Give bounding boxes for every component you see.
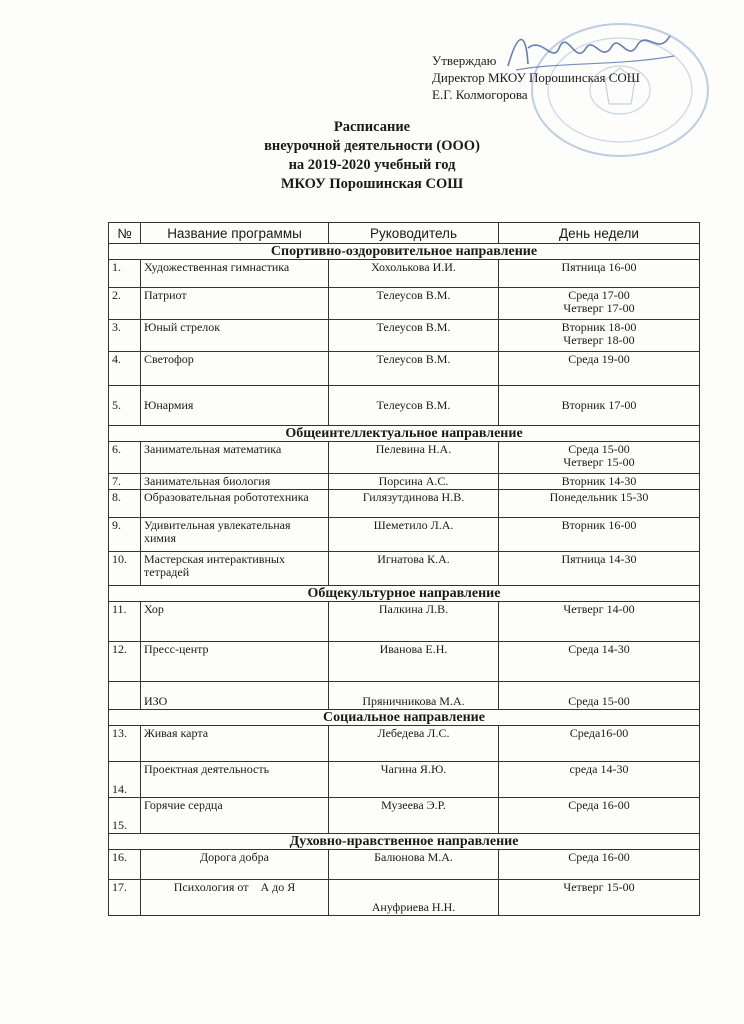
- program-name: Юнармия: [141, 386, 329, 426]
- leader-name: Палкина Л.В.: [329, 602, 499, 642]
- section-title: Духовно-нравственное направление: [109, 834, 700, 850]
- leader-name: Гилязутдинова Н.В.: [329, 490, 499, 518]
- leader-name: Иванова Е.Н.: [329, 642, 499, 682]
- row-number: 15.: [109, 798, 141, 834]
- header-leader: Руководитель: [329, 223, 499, 244]
- row-number: 11.: [109, 602, 141, 642]
- leader-name: Телеусов В.М.: [329, 386, 499, 426]
- day-time: Четверг 15-00: [563, 455, 635, 469]
- program-name: ИЗО: [141, 682, 329, 710]
- day-cell: [499, 352, 700, 386]
- day-time: Четверг 14-00: [563, 602, 635, 616]
- section-title: Общеинтеллектуальное направление: [109, 426, 700, 442]
- section-row: [109, 244, 700, 260]
- row-number: 16.: [109, 850, 141, 880]
- program-name: Занимательная биология: [141, 474, 329, 490]
- approval-block: [432, 52, 640, 103]
- row-number: 4.: [109, 352, 141, 386]
- table-row: [109, 288, 700, 320]
- table-row: [109, 602, 700, 642]
- header-number: №: [109, 223, 141, 244]
- section-row: [109, 710, 700, 726]
- day-cell: [499, 762, 700, 798]
- row-number: 10.: [109, 552, 141, 586]
- program-name: Мастерская интерактивных тетрадей: [141, 552, 329, 586]
- leader-name: Музеева Э.Р.: [329, 798, 499, 834]
- leader-name: Пелевина Н.А.: [329, 442, 499, 474]
- row-number: 2.: [109, 288, 141, 320]
- day-cell: [499, 850, 700, 880]
- day-time: Вторник 14-30: [561, 474, 637, 488]
- program-name: Образовательная робототехника: [141, 490, 329, 518]
- row-number: 17.: [109, 880, 141, 916]
- day-cell: [499, 880, 700, 916]
- day-cell: [499, 320, 700, 352]
- leader-name: Игнатова К.А.: [329, 552, 499, 586]
- day-cell: [499, 386, 700, 426]
- document-title: [0, 118, 744, 194]
- program-name: Проектная деятельность: [141, 762, 329, 798]
- section-row: [109, 834, 700, 850]
- leader-name: Телеусов В.М.: [329, 352, 499, 386]
- title-line-2: внеурочной деятельности (ООО): [264, 138, 480, 154]
- leader-name: Пряничникова М.А.: [329, 682, 499, 710]
- table-row: [109, 474, 700, 490]
- day-time: Четверг 18-00: [563, 333, 635, 347]
- program-name: Патриот: [141, 288, 329, 320]
- title-line-3: на 2019-2020 учебный год: [288, 157, 456, 173]
- table-row: [109, 442, 700, 474]
- day-time: Среда 17-00: [568, 288, 630, 302]
- day-time: Среда 14-30: [568, 642, 630, 656]
- day-cell: [499, 798, 700, 834]
- approval-line-3: Е.Г. Колмогорова: [432, 87, 528, 102]
- header-day: День недели: [499, 223, 700, 244]
- day-cell: [499, 260, 700, 288]
- table-row: [109, 762, 700, 798]
- section-row: [109, 426, 700, 442]
- row-number: 6.: [109, 442, 141, 474]
- program-name: Горячие сердца: [141, 798, 329, 834]
- leader-name: Балюнова М.А.: [329, 850, 499, 880]
- leader-name: Порсина А.С.: [329, 474, 499, 490]
- table-row: [109, 798, 700, 834]
- day-time: Среда 19-00: [568, 352, 630, 366]
- table-row: [109, 552, 700, 586]
- title-line-1: Расписание: [333, 119, 411, 135]
- program-name: Хор: [141, 602, 329, 642]
- day-time: Среда 15-00: [568, 694, 630, 708]
- leader-name: Лебедева Л.С.: [329, 726, 499, 762]
- leader-name: Телеусов В.М.: [329, 320, 499, 352]
- table-row: [109, 642, 700, 682]
- program-name: Дорога добра: [141, 850, 329, 880]
- table-row: [109, 518, 700, 552]
- row-number: 14.: [109, 762, 141, 798]
- day-time: Вторник 17-00: [561, 398, 637, 412]
- leader-name: Телеусов В.М.: [329, 288, 499, 320]
- day-cell: [499, 442, 700, 474]
- leader-name: Ануфриева Н.Н.: [329, 880, 499, 916]
- day-time: Среда 16-00: [568, 850, 630, 864]
- leader-name: Чагина Я.Ю.: [329, 762, 499, 798]
- table-row: [109, 490, 700, 518]
- table-row: [109, 726, 700, 762]
- table-row: [109, 880, 700, 916]
- approval-line-2: Директор МКОУ Порошинская СОШ: [432, 70, 640, 85]
- program-name: Юный стрелок: [141, 320, 329, 352]
- schedule-table: [108, 222, 700, 916]
- row-number: 12.: [109, 642, 141, 682]
- program-name: Занимательная математика: [141, 442, 329, 474]
- day-cell: [499, 642, 700, 682]
- day-cell: [499, 490, 700, 518]
- row-number: 3.: [109, 320, 141, 352]
- day-time: Среда 15-00: [568, 442, 630, 456]
- leader-name: Шеметило Л.А.: [329, 518, 499, 552]
- day-time: Среда16-00: [569, 726, 629, 740]
- day-time: Четверг 17-00: [563, 301, 635, 315]
- program-name: Удивительная увлекательная химия: [141, 518, 329, 552]
- row-number: 9.: [109, 518, 141, 552]
- section-row: [109, 586, 700, 602]
- program-name: Психология от А до Я: [141, 880, 329, 916]
- approval-line-1: Утверждаю: [432, 53, 497, 68]
- row-number: 1.: [109, 260, 141, 288]
- title-line-4: МКОУ Порошинская СОШ: [280, 176, 464, 192]
- day-time: Вторник 16-00: [561, 518, 637, 532]
- row-number: 8.: [109, 490, 141, 518]
- table-row: [109, 850, 700, 880]
- program-name: Живая карта: [141, 726, 329, 762]
- program-name: Светофор: [141, 352, 329, 386]
- day-time: Понедельник 15-30: [549, 490, 649, 504]
- table-row: [109, 320, 700, 352]
- leader-name: Хохолькова И.И.: [329, 260, 499, 288]
- section-title: Общекультурное направление: [109, 586, 700, 602]
- table-row: [109, 682, 700, 710]
- day-cell: [499, 552, 700, 586]
- day-time: Четверг 15-00: [563, 880, 635, 894]
- day-cell: [499, 726, 700, 762]
- table-header-row: [109, 223, 700, 244]
- program-name: Пресс-центр: [141, 642, 329, 682]
- table-row: [109, 386, 700, 426]
- day-time: Среда 16-00: [568, 798, 630, 812]
- day-time: Пятница 16-00: [561, 260, 637, 274]
- day-cell: [499, 474, 700, 490]
- day-cell: [499, 518, 700, 552]
- row-number: 7.: [109, 474, 141, 490]
- row-number: 5.: [109, 386, 141, 426]
- row-number: 13.: [109, 726, 141, 762]
- section-title: Социальное направление: [109, 710, 700, 726]
- row-number: [109, 682, 141, 710]
- day-time: Вторник 18-00: [561, 320, 637, 334]
- day-time: Пятница 14-30: [561, 552, 637, 566]
- day-cell: [499, 602, 700, 642]
- day-cell: [499, 682, 700, 710]
- section-title: Спортивно-оздоровительное направление: [109, 244, 700, 260]
- table-row: [109, 260, 700, 288]
- day-time: среда 14-30: [569, 762, 629, 776]
- header-program: Название программы: [141, 223, 329, 244]
- day-cell: [499, 288, 700, 320]
- table-row: [109, 352, 700, 386]
- program-name: Художественная гимнастика: [141, 260, 329, 288]
